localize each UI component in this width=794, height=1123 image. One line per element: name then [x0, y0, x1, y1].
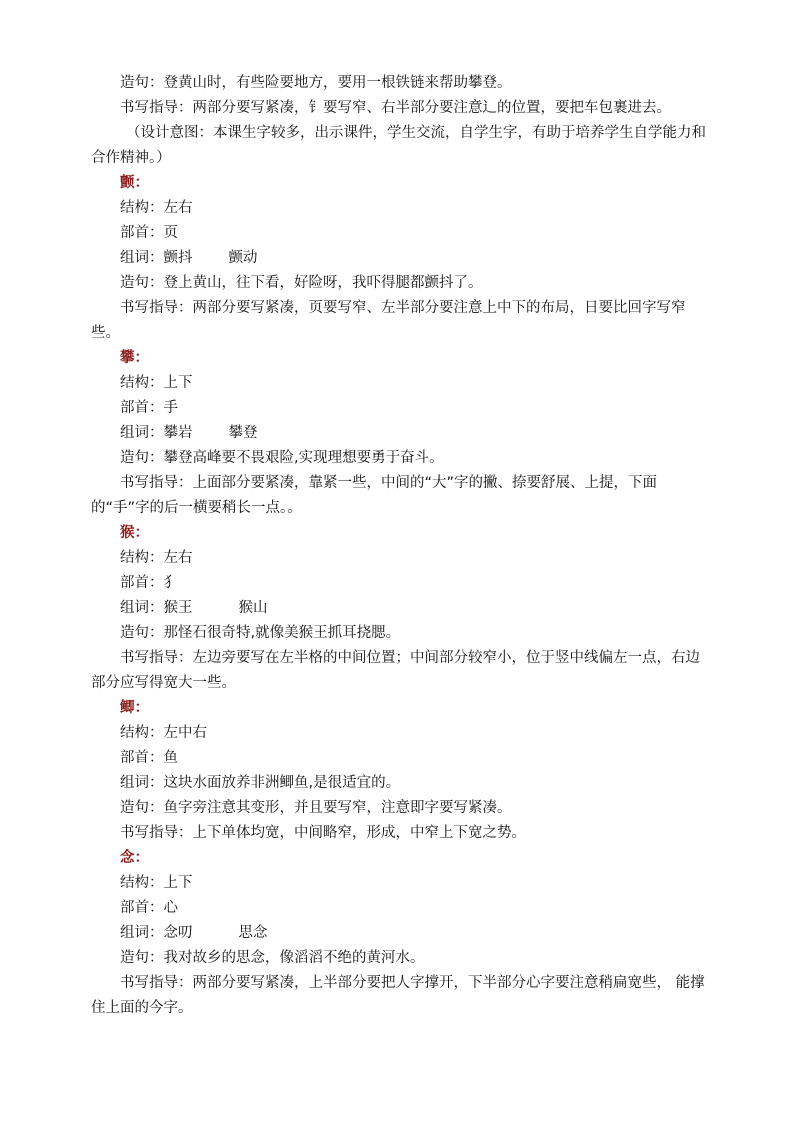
char-structure: 结构：上下: [120, 875, 193, 891]
char-radical: 部首：心: [120, 900, 178, 916]
word-2: 攀登: [228, 425, 258, 441]
char-structure: 结构：左右: [120, 200, 193, 216]
char-heading-nian: 念：: [120, 850, 149, 866]
words-label: 组词：: [120, 425, 164, 441]
word-1: 攀岩: [163, 425, 193, 441]
char-words: [91, 421, 706, 446]
char-words: 组词：这块水面放养非洲鲫鱼,是很适宜的。: [120, 775, 401, 791]
char-sentence: 造句：攀登高峰要不畏艰险,实现理想要勇于奋斗。: [120, 450, 444, 466]
char-structure: 结构：上下: [120, 375, 193, 391]
char-guide: 书写指导：两部分要写紧凑，上半部分要把人字撑开，下半部分心字要注意稍扁宽些， 能撑住上面的今字。: [91, 975, 705, 1016]
char-sentence: 造句：我对故乡的思念，像滔滔不绝的黄河水。: [120, 950, 425, 966]
word-1: 颤抖: [163, 250, 193, 266]
lesson-content: [91, 71, 706, 1021]
char-guide: 书写指导：左边旁要写在左半格的中间位置；中间部分较窄小，位于竖中线偏左一点，右边部分应写得宽大一些。: [91, 650, 700, 691]
char-sentence: 造句：登上黄山，往下看，好险呀，我吓得腿都颤抖了。: [120, 275, 483, 291]
word-2: 思念: [238, 925, 268, 941]
char-guide: 书写指导：上面部分要紧凑，靠紧一些，中间的“大”字的撇、捺要舒展、上提，下面的“手”字的后一横要稍长一点。。: [91, 475, 658, 516]
char-words: [91, 246, 706, 271]
char-sentence: 造句：那怪石很奇特,就像美猴王抓耳挠腮。: [120, 625, 401, 641]
words-label: 组词：: [120, 250, 164, 266]
char-radical: 部首：手: [120, 400, 178, 416]
char-heading-pan: 攀：: [120, 350, 149, 366]
intro-sentence: 造句：登黄山时，有些险要地方，要用一根铁链来帮助攀登。: [120, 75, 512, 91]
char-guide: 书写指导：两部分要写紧凑，页要写窄、左半部分要注意上中下的布局，日要比回字写窄些。: [91, 300, 686, 341]
design-intent: （设计意图：本课生字较多，出示课件，学生交流，自学生字，有助于培养学生自学能力和合作精神。）: [91, 125, 706, 166]
char-heading-hou: 猴：: [120, 525, 149, 541]
char-radical: 部首：犭: [120, 575, 178, 591]
words-label: 组词：: [120, 925, 164, 941]
char-structure: 结构：左右: [120, 550, 193, 566]
words-label: 组词：: [120, 600, 164, 616]
char-words: [91, 921, 706, 946]
word-1: 猴王: [163, 600, 193, 616]
char-radical: 部首：鱼: [120, 750, 178, 766]
char-heading-ji: 鲫：: [120, 700, 149, 716]
word-1: 念叨: [163, 925, 193, 941]
word-2: 猴山: [238, 600, 268, 616]
char-sentence: 造句：鱼字旁注意其变形，并且要写窄，注意即字要写紧凑。: [120, 800, 512, 816]
char-structure: 结构：左中右: [120, 725, 207, 741]
intro-guide: 书写指导：两部分要写紧凑，钅要写窄、右半部分要注意辶的位置，要把车包裹进去。: [120, 100, 671, 116]
word-2: 颤动: [228, 250, 258, 266]
char-guide: 书写指导：上下单体均宽，中间略窄，形成，中窄上下宽之势。: [120, 825, 526, 841]
char-heading-chan: 颤：: [120, 175, 149, 191]
char-radical: 部首：页: [120, 225, 178, 241]
char-words: [91, 596, 706, 621]
